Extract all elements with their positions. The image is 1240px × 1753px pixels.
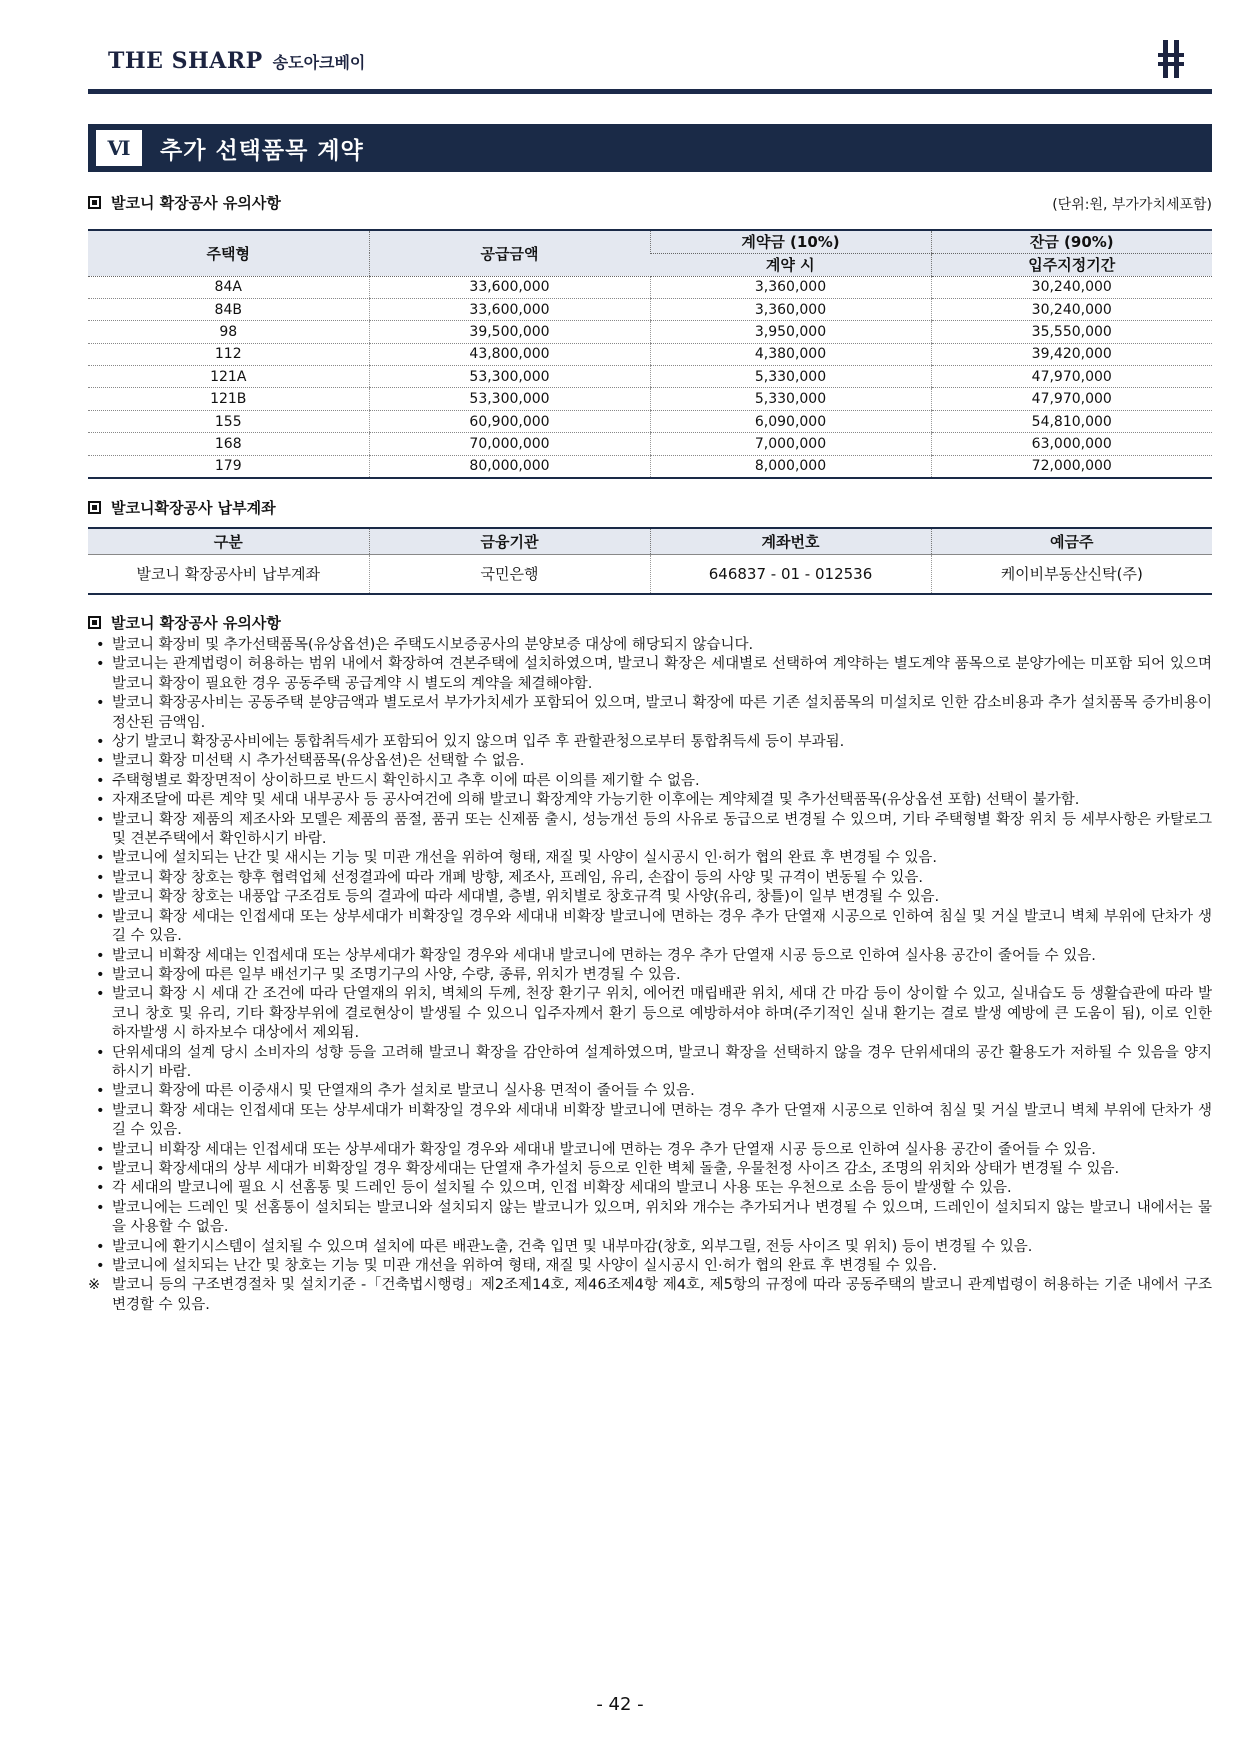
note-item: • 발코니 확장비 및 추가선택품목(유상옵션)은 주택도시보증공사의 분양보증 대상에 해당되지 않습니다. [88,636,1212,655]
cell-balance: 63,000,000 [931,433,1212,455]
cell-type: 84A [88,276,369,298]
cell-supply: 33,600,000 [369,298,650,320]
col-header-bank: 금융기관 [369,528,650,554]
cell-deposit: 6,090,000 [650,410,931,432]
note-item: • 자재조달에 따른 계약 및 세대 내부공사 등 공사여건에 의해 발코니 확장계약 가능기한 이후에는 계약체결 및 추가선택품목(유상옵션 포함) 선택이 불가함. [88,791,1212,810]
chapter-number: Ⅵ [96,130,142,166]
cell-balance: 54,810,000 [931,410,1212,432]
note-item: • 발코니는 관계법령이 허용하는 범위 내에서 확장하여 견본주택에 설치하였으며, 발코니 확장은 세대별로 선택하여 계약하는 별도계약 품목으로 분양가에는 미포함 되어 있으며 발코니 확장이 필요한 경우 공동주택 공급계약 시 별도의 계약을 체결해야함. [88,655,1212,694]
page-header [88,30,1212,94]
cell-supply: 53,300,000 [369,366,650,388]
table-row [88,343,1212,365]
cell-type: 112 [88,343,369,365]
reference-note: ※ 발코니 등의 구조변경절차 및 설치기준 -「건축법시행령」제2조제14호, 제46조제4항 제4호, 제5항의 규정에 따라 공동주택의 발코니 관계법령이 허용하는 기준 내에서 구조 변경할 수 있음. [88,1276,1212,1315]
cell-supply: 43,800,000 [369,343,650,365]
square-bullet-icon [88,501,101,514]
col-header-deposit: 계약금 (10%) [650,230,931,253]
page-number: - 42 - [596,1694,644,1715]
table-row [88,410,1212,432]
section-title-balcony-notes [88,612,281,633]
col-header-supply: 공급금액 [369,230,650,276]
cell-type: 121B [88,388,369,410]
payment-account-table [88,527,1212,595]
notes-list [88,636,1212,1315]
note-item: • 발코니 비확장 세대는 인접세대 또는 상부세대가 확장일 경우와 세대내 발코니에 면하는 경우 추가 단열재 시공 등으로 인하여 실사용 공간이 줄어들 수 있음. [88,947,1212,966]
unit-note: (단위:원, 부가가치세포함) [1052,197,1212,213]
cell-type: 121A [88,366,369,388]
cell-deposit: 8,000,000 [650,455,931,477]
brand-sub: 송도아크베이 [272,53,366,72]
square-bullet-icon [88,616,101,629]
note-item: • 발코니에 설치되는 난간 및 새시는 기능 및 미관 개선을 위하여 형태, 재질 및 사양이 실시공시 인·허가 협의 완료 후 변경될 수 있음. [88,849,1212,868]
table-row [88,388,1212,410]
cell-supply: 39,500,000 [369,321,650,343]
note-item: • 단위세대의 설계 당시 소비자의 성향 등을 고려해 발코니 확장을 감안하여 설계하였으며, 발코니 확장을 선택하지 않을 경우 단위세대의 공간 활용도가 저하될 수 있음을 양지하시기 바람. [88,1044,1212,1083]
cell-bank: 국민은행 [369,554,650,594]
cell-category: 발코니 확장공사비 납부계좌 [136,565,320,584]
col-header-account: 계좌번호 [650,528,931,554]
note-item: • 발코니 확장 세대는 인접세대 또는 상부세대가 비확장일 경우와 세대내 비확장 발코니에 면하는 경우 추가 단열재 시공으로 인하여 침실 및 거실 발코니 벽체 부위에 단차가 생길 수 있음. [88,908,1212,947]
cell-balance: 47,970,000 [931,388,1212,410]
note-item: • 상기 발코니 확장공사비에는 통합취득세가 포함되어 있지 않으며 입주 후 관할관청으로부터 통합취득세 등이 부과됨. [88,733,1212,752]
col-header-deposit-sub: 계약 시 [650,253,931,276]
section-title-text: 발코니확장공사 납부계좌 [111,499,276,517]
cell-deposit: 3,360,000 [650,276,931,298]
cell-balance: 30,240,000 [931,298,1212,320]
cell-type: 168 [88,433,369,455]
cell-balance: 47,970,000 [931,366,1212,388]
section-title-payment-account [88,497,276,518]
cell-deposit: 7,000,000 [650,433,931,455]
cell-type: 84B [88,298,369,320]
cell-deposit: 3,950,000 [650,321,931,343]
cell-supply: 70,000,000 [369,433,650,455]
header-rule [88,89,1212,94]
note-item: • 발코니에 설치되는 난간 및 창호는 기능 및 미관 개선을 위하여 형태, 재질 및 사양이 실시공시 인·허가 협의 완료 후 변경될 수 있음. [88,1257,1212,1276]
section-title-text: 발코니 확장공사 유의사항 [111,614,281,632]
balcony-price-table [88,229,1212,479]
cell-account-number: 646837 - 01 - 012536 [650,554,931,594]
cell-balance: 35,550,000 [931,321,1212,343]
the-sharp-logo-icon [1148,36,1194,82]
note-item: • 발코니에 환기시스템이 설치될 수 있으며 설치에 따른 배관노출, 건축 입면 및 내부마감(창호, 외부그릴, 전등 사이즈 및 위치) 등이 변경될 수 있음. [88,1238,1212,1257]
note-item: • 발코니 확장에 따른 일부 배선기구 및 조명기구의 사양, 수량, 종류, 위치가 변경될 수 있음. [88,966,1212,985]
note-item: • 발코니 확장 시 세대 간 조건에 따라 단열재의 위치, 벽체의 두께, 천장 환기구 위치, 에어컨 매립배관 위치, 세대 간 마감 등이 상이할 수 있고, 실내습도 등 생활습관에 따라 발코니 창호 및 유리, 기타 확장부위에 결로현상이 발생될 수 있으니 입주자께서 환기 등으로 예방하셔야 하며(주기적인 실내 환기는 결로 발생 예방에 큰 도움이 됨), 이로 인한 하자발생 시 하자보수 대상에서 제외됨. [88,985,1212,1043]
note-item: • 발코니 비확장 세대는 인접세대 또는 상부세대가 확장일 경우와 세대내 발코니에 면하는 경우 추가 단열재 시공 등으로 인하여 실사용 공간이 줄어들 수 있음. [88,1141,1212,1160]
note-item: • 주택형별로 확장면적이 상이하므로 반드시 확인하시고 추후 이에 따른 이의를 제기할 수 없음. [88,772,1212,791]
note-item: • 발코니 확장에 따른 이중새시 및 단열재의 추가 설치로 발코니 실사용 면적이 줄어들 수 있음. [88,1082,1212,1101]
cell-type: 179 [214,458,242,475]
cell-balance: 39,420,000 [931,343,1212,365]
note-item: • 발코니 확장 세대는 인접세대 또는 상부세대가 비확장일 경우와 세대내 비확장 발코니에 면하는 경우 추가 단열재 시공으로 인하여 침실 및 거실 발코니 벽체 부위에 단차가 생길 수 있음. [88,1102,1212,1141]
table-row [88,433,1212,455]
brand-name: THE SHARP [108,48,263,74]
note-item: • 발코니 확장공사비는 공동주택 분양금액과 별도로서 부가가치세가 포함되어 있으며, 발코니 확장에 따른 기존 설치품목의 미설치로 인한 감소비용과 추가 설치품목 증가비용이 정산된 금액임. [88,694,1212,733]
table-row [88,321,1212,343]
cell-supply: 53,300,000 [369,388,650,410]
brand [108,48,365,74]
cell-balance: 30,240,000 [931,276,1212,298]
chapter-banner [88,124,1212,172]
cell-deposit: 5,330,000 [650,366,931,388]
note-item: • 발코니에는 드레인 및 선홈통이 설치되는 발코니와 설치되지 않는 발코니가 있으며, 위치와 개수는 추가되거나 변경될 수 있으며, 드레인이 설치되지 않는 발코니 내에서는 물을 사용할 수 없음. [88,1199,1212,1238]
chapter-title: 추가 선택품목 계약 [160,137,364,164]
cell-supply: 60,900,000 [369,410,650,432]
table-row [88,366,1212,388]
table-row [88,455,1212,477]
note-item: • 발코니 확장 창호는 내풍압 구조검토 등의 결과에 따라 세대별, 층별, 위치별로 창호규격 및 사양(유리, 창틀)이 일부 변경될 수 있음. [88,888,1212,907]
table-row [88,554,1212,594]
col-header-balance-sub: 입주지정기간 [931,253,1212,276]
square-bullet-icon [88,196,101,209]
col-header-holder: 예금주 [931,528,1212,554]
section-title-text: 발코니 확장공사 유의사항 [111,194,281,212]
col-header-type: 주택형 [88,230,369,276]
cell-type: 155 [88,410,369,432]
cell-supply: 80,000,000 [369,455,650,477]
table-row [88,298,1212,320]
cell-supply: 33,600,000 [369,276,650,298]
cell-deposit: 3,360,000 [650,298,931,320]
note-item: • 발코니 확장세대의 상부 세대가 비확장일 경우 확장세대는 단열재 추가설치 등으로 인한 벽체 돌출, 우물천정 사이즈 감소, 조명의 위치와 상태가 변경될 수 있음. [88,1160,1212,1179]
section-title-balcony-prices [88,192,281,213]
cell-balance: 72,000,000 [931,455,1212,477]
note-item: • 발코니 확장 미선택 시 추가선택품목(유상옵션)은 선택할 수 없음. [88,752,1212,771]
note-item: • 각 세대의 발코니에 필요 시 선홈통 및 드레인 등이 설치될 수 있으며, 인접 비확장 세대의 발코니 사용 또는 우천으로 소음 등이 발생할 수 있음. [88,1179,1212,1198]
cell-holder: 케이비부동산신탁(주) [931,554,1212,594]
col-header-balance: 잔금 (90%) [931,230,1212,253]
note-item: • 발코니 확장 제품의 제조사와 모델은 제품의 품절, 품귀 또는 신제품 출시, 성능개선 등의 사유로 동급으로 변경될 수 있으며, 기타 주택형별 확장 위치 등 세부사항은 카탈로그 및 견본주택에서 확인하시기 바람. [88,811,1212,850]
cell-deposit: 5,330,000 [650,388,931,410]
cell-deposit: 4,380,000 [650,343,931,365]
cell-type: 98 [88,321,369,343]
table-row [88,276,1212,298]
note-item: • 발코니 확장 창호는 향후 협력업체 선정결과에 따라 개폐 방향, 제조사, 프레임, 유리, 손잡이 등의 사양 및 규격이 변동될 수 있음. [88,869,1212,888]
col-header-category: 구분 [88,528,369,554]
